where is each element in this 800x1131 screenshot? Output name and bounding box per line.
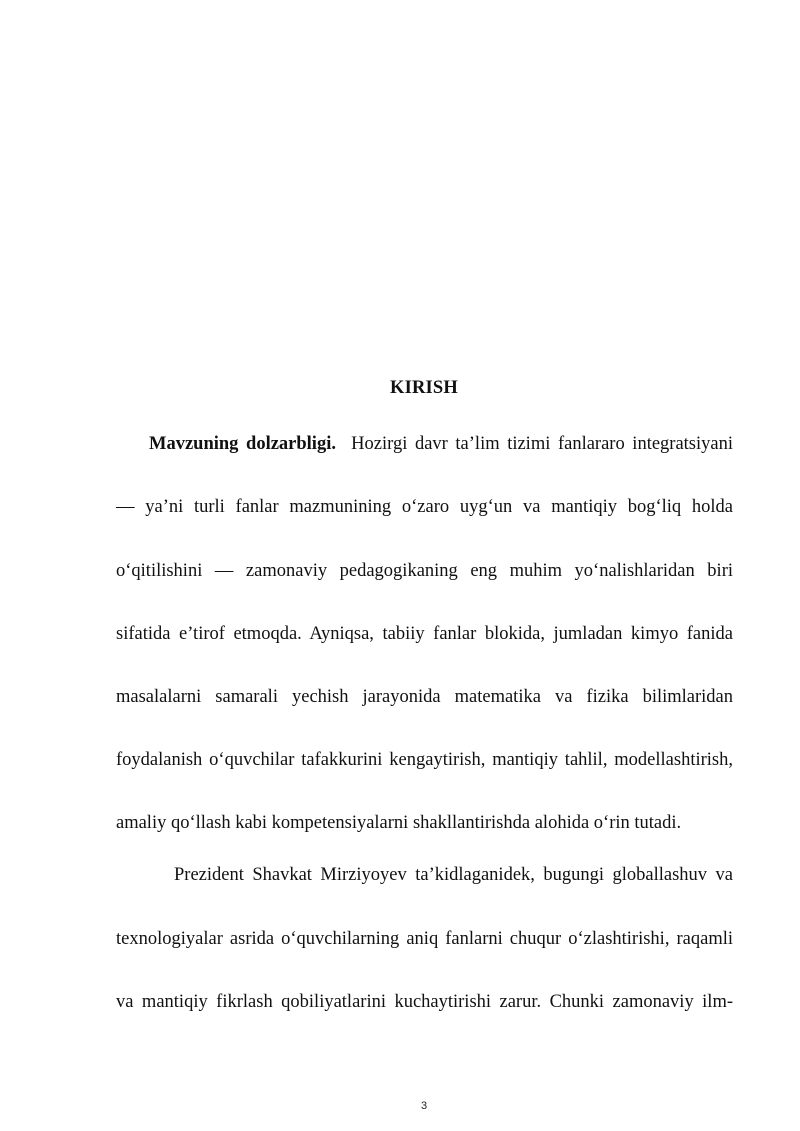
paragraph-2-line-3: va mantiqiy fikrlash qobiliyatlarini kuchaytirishi zarur. Chunki zamonaviy ilm- [116, 992, 733, 1012]
paragraph-1-line-4: sifatida e’tirof etmoqda. Ayniqsa, tabiiy fanlar blokida, jumladan kimyo fanida [116, 624, 733, 644]
paragraph-2-line-2: texnologiyalar asrida o‘quvchilarning aniq fanlarni chuqur o‘zlashtirishi, raqamli [116, 929, 733, 949]
paragraph-1-line-1 [149, 431, 733, 457]
paragraph-1-line-1-text: Hozirgi davr ta’lim tizimi fanlararo integratsiyani [351, 434, 733, 454]
paragraph-1-line-5: masalalarni samarali yechish jarayonida matematika va fizika bilimlaridan [116, 687, 733, 707]
paragraph-1-line-3: o‘qitilishini — zamonaviy pedagogikaning eng muhim yo‘nalishlaridan biri [116, 561, 733, 581]
section-heading: KIRISH [389, 378, 459, 398]
paragraph-lead-bold: Mavzuning dolzarbligi. [149, 434, 336, 454]
paragraph-2-line-1: Prezident Shavkat Mirziyoyev ta’kidlaganidek, bugungi globallashuv va [174, 865, 733, 885]
page-number: 3 [420, 1100, 428, 1112]
paragraph-1-line-2: — ya’ni turli fanlar mazmunining o‘zaro uyg‘un va mantiqiy bog‘liq holda [116, 497, 733, 517]
paragraph-1-line-6: foydalanish o‘quvchilar tafakkurini kengaytirish, mantiqiy tahlil, modellashtirish, [116, 750, 733, 770]
paragraph-1-line-7: amaliy qo‘llash kabi kompetensiyalarni shakllantirishda alohida o‘rin tutadi. [116, 813, 682, 833]
